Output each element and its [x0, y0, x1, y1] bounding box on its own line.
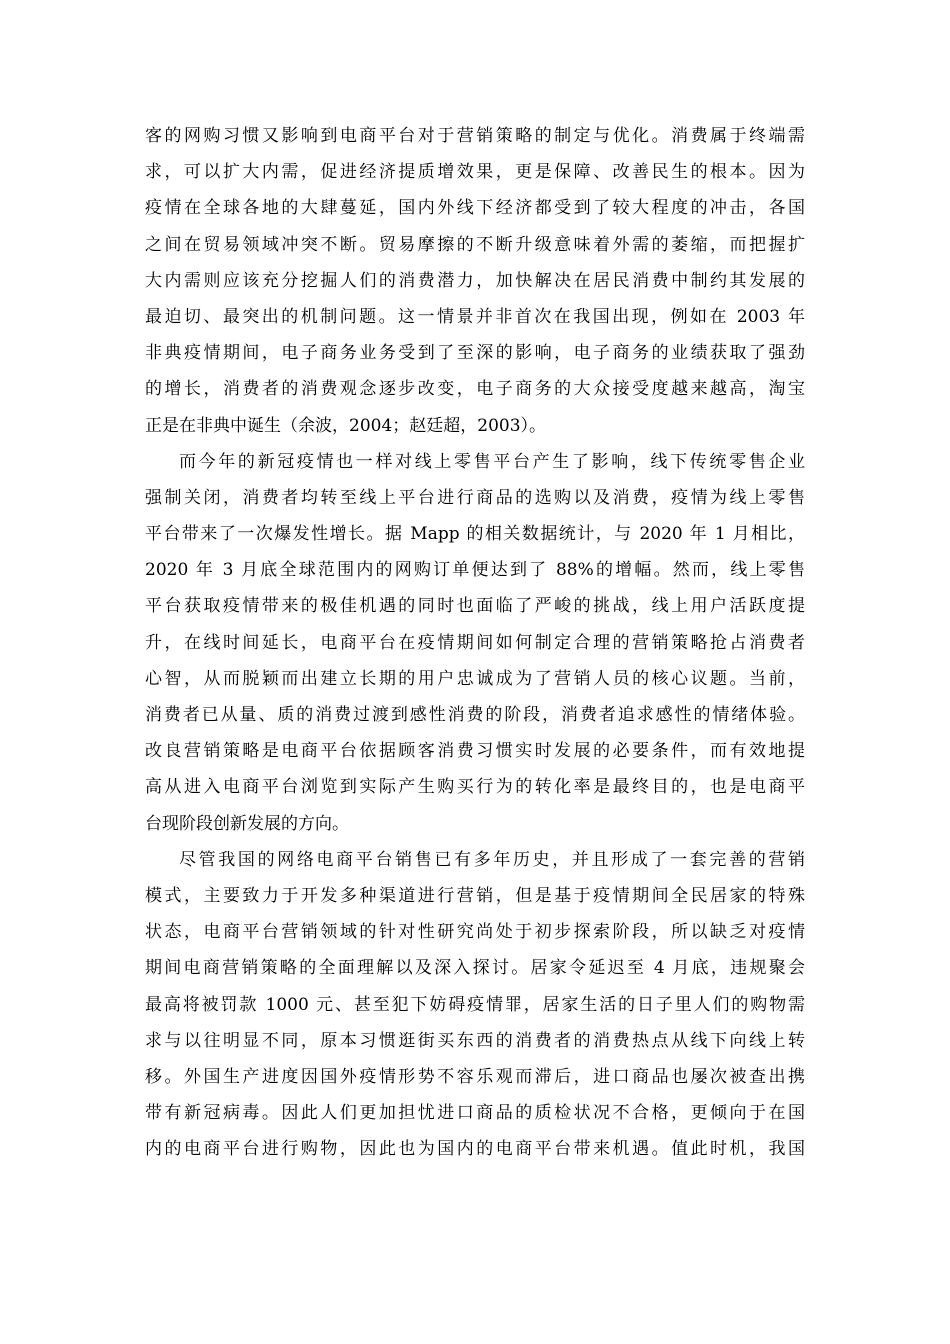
text-line: 平台带来了一次爆发性增长。据 Mapp 的相关数据统计，与 2020 年 1 月相比，: [145, 524, 805, 545]
text-line: 求与以往明显不同，原本习惯逛街买东西的消费者的消费热点从线下向线上转: [145, 1030, 805, 1051]
text-line: 求，可以扩大内需，促进经济提质增效果，更是保障、改善民生的根本。因为: [145, 162, 805, 183]
text-line: 带有新冠病毒。因此人们更加担忧进口商品的质检状况不合格，更倾向于在国: [145, 1103, 805, 1124]
text-line: 升，在线时间延长，电商平台在疫情期间如何制定合理的营销策略抢占消费者: [145, 632, 805, 653]
text-line: 强制关闭，消费者均转至线上平台进行商品的选购以及消费，疫情为线上零售: [145, 487, 805, 508]
text-line: 模式，主要致力于开发多种渠道进行营销，但是基于疫情期间全民居家的特殊: [145, 885, 805, 906]
body-text: [145, 118, 805, 1167]
text-line: 非典疫情期间，电子商务业务受到了至深的影响，电子商务的业绩获取了强劲: [145, 343, 805, 364]
text-line: 正是在非典中诞生（余波，2004；赵廷超，2003）。: [145, 415, 547, 436]
text-line: 客的网购习惯又影响到电商平台对于营销策略的制定与优化。消费属于终端需: [145, 126, 805, 146]
text-line: 而今年的新冠疫情也一样对线上零售平台产生了影响，线下传统零售企业: [179, 451, 805, 472]
text-line: 状态，电商平台营销领域的针对性研究尚处于初步探索阶段，所以缺乏对疫情: [145, 922, 805, 943]
text-line: 内的电商平台进行购物，因此也为国内的电商平台带来机遇。值此时机，我国: [145, 1139, 805, 1160]
text-line: 2020 年 3 月底全球范围内的网购订单便达到了 88%的增幅。然而，线上零售: [145, 560, 805, 581]
text-line: 平台获取疫情带来的极佳机遇的同时也面临了严峻的挑战，线上用户活跃度提: [145, 596, 805, 617]
paragraph-3: [145, 842, 805, 1168]
text-line: 高从进入电商平台浏览到实际产生购买行为的转化率是最终目的，也是电商平: [145, 777, 805, 798]
text-line: 尽管我国的网络电商平台销售已有多年历史，并且形成了一套完善的营销: [179, 849, 805, 870]
text-line: 疫情在全球各地的大肆蔓延，国内外线下经济都受到了较大程度的冲击，各国: [145, 198, 805, 219]
text-line: 消费者已从量、质的消费过渡到感性消费的阶段，消费者追求感性的情绪体验。: [145, 705, 805, 725]
paragraph-2: [145, 444, 805, 842]
text-line: 台现阶段创新发展的方向。: [145, 813, 349, 834]
text-line: 移。外国生产进度因国外疫情形势不容乐观而滞后，进口商品也屡次被查出携: [145, 1066, 805, 1087]
text-line: 心智，从而脱颖而出建立长期的用户忠诚成为了营销人员的核心议题。当前，: [145, 668, 805, 689]
text-line: 之间在贸易领域冲突不断。贸易摩擦的不断升级意味着外需的萎缩，而把握扩: [145, 234, 805, 255]
text-line: 期间电商营销策略的全面理解以及深入探讨。居家令延迟至 4 月底，违规聚会: [145, 958, 805, 979]
text-line: 最高将被罚款 1000 元、甚至犯下妨碍疫情罪，居家生活的日子里人们的购物需: [145, 994, 805, 1015]
text-line: 的增长，消费者的消费观念逐步改变，电子商务的大众接受度越来越高，淘宝: [145, 379, 805, 400]
text-line: 大内需则应该充分挖掘人们的消费潜力，加快解决在居民消费中制约其发展的: [145, 270, 805, 291]
paragraph-1: [145, 118, 805, 444]
text-line: 最迫切、最突出的机制问题。这一情景并非首次在我国出现，例如在 2003 年: [145, 306, 805, 327]
text-line: 改良营销策略是电商平台依据顾客消费习惯实时发展的必要条件，而有效地提: [145, 741, 805, 762]
